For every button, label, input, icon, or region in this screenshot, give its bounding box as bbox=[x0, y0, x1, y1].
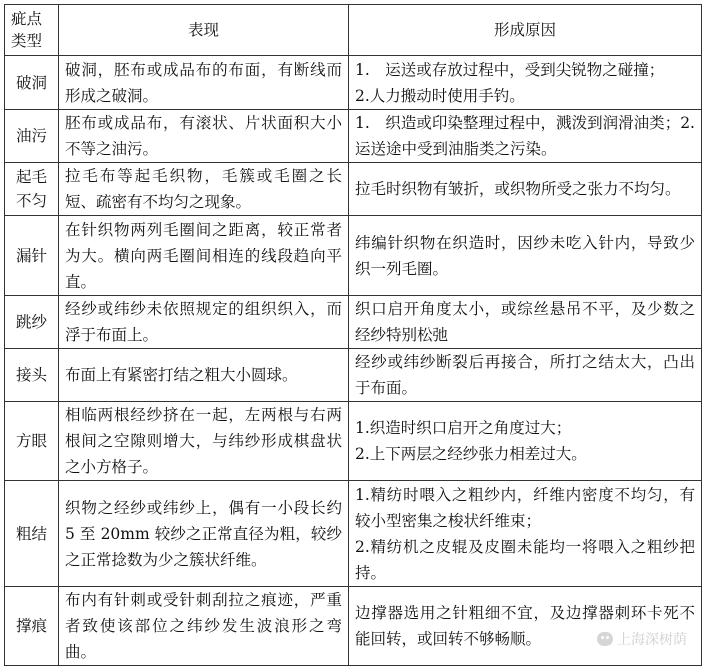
table-row bbox=[5, 402, 702, 481]
cause-line: 边撑器选用之针粗细不宜，及边撑器刺环卡死不能回转，或回转不够畅顺。 bbox=[355, 604, 695, 648]
defect-cause bbox=[349, 349, 702, 402]
cause-line: 经纱或纬纱断裂后再接合，所打之结太大，凸出于布面。 bbox=[355, 353, 695, 397]
watermark bbox=[597, 629, 687, 649]
table-row bbox=[5, 296, 702, 349]
defect-appearance: 相临两根经纱挤在一起，左两根与右两根间之空隙则增大，与纬纱形成棋盘状之小方格子。 bbox=[59, 402, 349, 481]
table-row bbox=[5, 56, 702, 110]
header-cause: 形成原因 bbox=[349, 5, 702, 56]
header-row bbox=[5, 5, 702, 56]
defect-type: 起毛不匀 bbox=[5, 163, 59, 216]
defect-cause bbox=[349, 110, 702, 163]
header-type bbox=[5, 5, 59, 56]
header-type-line2: 类型 bbox=[11, 32, 43, 50]
cause-line: 2.上下两层之经纱张力相差过大。 bbox=[355, 445, 587, 463]
defect-type: 破洞 bbox=[5, 56, 59, 110]
cause-line: 1. 运送或存放过程中，受到尖锐物之碰撞； bbox=[355, 60, 665, 79]
defect-cause bbox=[349, 296, 702, 349]
defect-appearance: 经纱或纬纱未依照规定的组织织入，而浮于布面上。 bbox=[59, 296, 349, 349]
cause-line: 纬编针织物在织造时，因纱未吃入针内，导致少织一列毛圈。 bbox=[355, 233, 695, 278]
header-appearance: 表现 bbox=[59, 5, 349, 56]
table-row bbox=[5, 163, 702, 216]
defect-table-wrapper bbox=[4, 4, 701, 666]
table-row bbox=[5, 349, 702, 402]
defect-cause bbox=[349, 216, 702, 296]
defect-type: 方眼 bbox=[5, 402, 59, 481]
defect-cause bbox=[349, 56, 702, 110]
wechat-icon bbox=[597, 632, 613, 646]
defect-cause bbox=[349, 402, 702, 481]
defect-appearance: 拉毛布等起毛织物，毛簇或毛圈之长短、疏密有不均匀之现象。 bbox=[59, 163, 349, 216]
defect-cause bbox=[349, 587, 702, 666]
defect-cause bbox=[349, 163, 702, 216]
cause-line: 2.人力搬动时使用手钓。 bbox=[355, 86, 525, 105]
defect-appearance: 在针织物两列毛圈间之距离，较正常者为大。横向两毛圈间相连的线段趋向平直。 bbox=[59, 216, 349, 296]
defect-appearance: 布内有针刺或受针刺刮拉之痕迹，严重者致使该部位之纬纱发生波浪形之弯曲。 bbox=[59, 587, 349, 666]
table-row bbox=[5, 216, 702, 296]
cause-line: 拉毛时织物有皱折，或织物所受之张力不均匀。 bbox=[355, 180, 681, 198]
cause-line: 1.精纺时喂入之粗纱内，纤维内密度不均匀，有较小型密集之梭状纤维束； bbox=[355, 485, 695, 530]
cause-line: 织口启开角度太小，或综丝悬吊不平，及少数之经纱特别松弛 bbox=[355, 300, 695, 344]
defect-type: 跳纱 bbox=[5, 296, 59, 349]
table-row bbox=[5, 481, 702, 587]
defect-appearance: 织物之经纱或纬纱上，偶有一小段长约 5 至 20mm 较纱之正常直径为粗，较纱之正常捻数为少之簇状纤维。 bbox=[59, 481, 349, 587]
cause-line: 1. 织造或印染整理过程中，溅泼到润滑油类；2.运送途中受到油脂类之污染。 bbox=[355, 114, 695, 158]
cause-line: 1.织造时织口启开之角度过大； bbox=[355, 419, 572, 437]
watermark-text: 上海深树荫 bbox=[617, 632, 687, 648]
defect-type: 撑痕 bbox=[5, 587, 59, 666]
table-row bbox=[5, 110, 702, 163]
defect-type: 漏针 bbox=[5, 216, 59, 296]
header-type-line1: 疵点 bbox=[11, 10, 43, 28]
cause-line: 2.精纺机之皮辊及皮圈未能均一将喂入之粗纱把持。 bbox=[355, 537, 695, 582]
defect-type: 粗结 bbox=[5, 481, 59, 587]
defect-type: 接头 bbox=[5, 349, 59, 402]
table-row bbox=[5, 587, 702, 666]
defect-table bbox=[4, 4, 702, 666]
defect-appearance: 布面上有紧密打结之粗大小圆球。 bbox=[59, 349, 349, 402]
defect-appearance: 破洞，胚布或成品布的布面，有断线而形成之破洞。 bbox=[59, 56, 349, 110]
defect-appearance: 胚布或成品布，有滚状、片状面积大小不等之油污。 bbox=[59, 110, 349, 163]
defect-type: 油污 bbox=[5, 110, 59, 163]
defect-cause bbox=[349, 481, 702, 587]
